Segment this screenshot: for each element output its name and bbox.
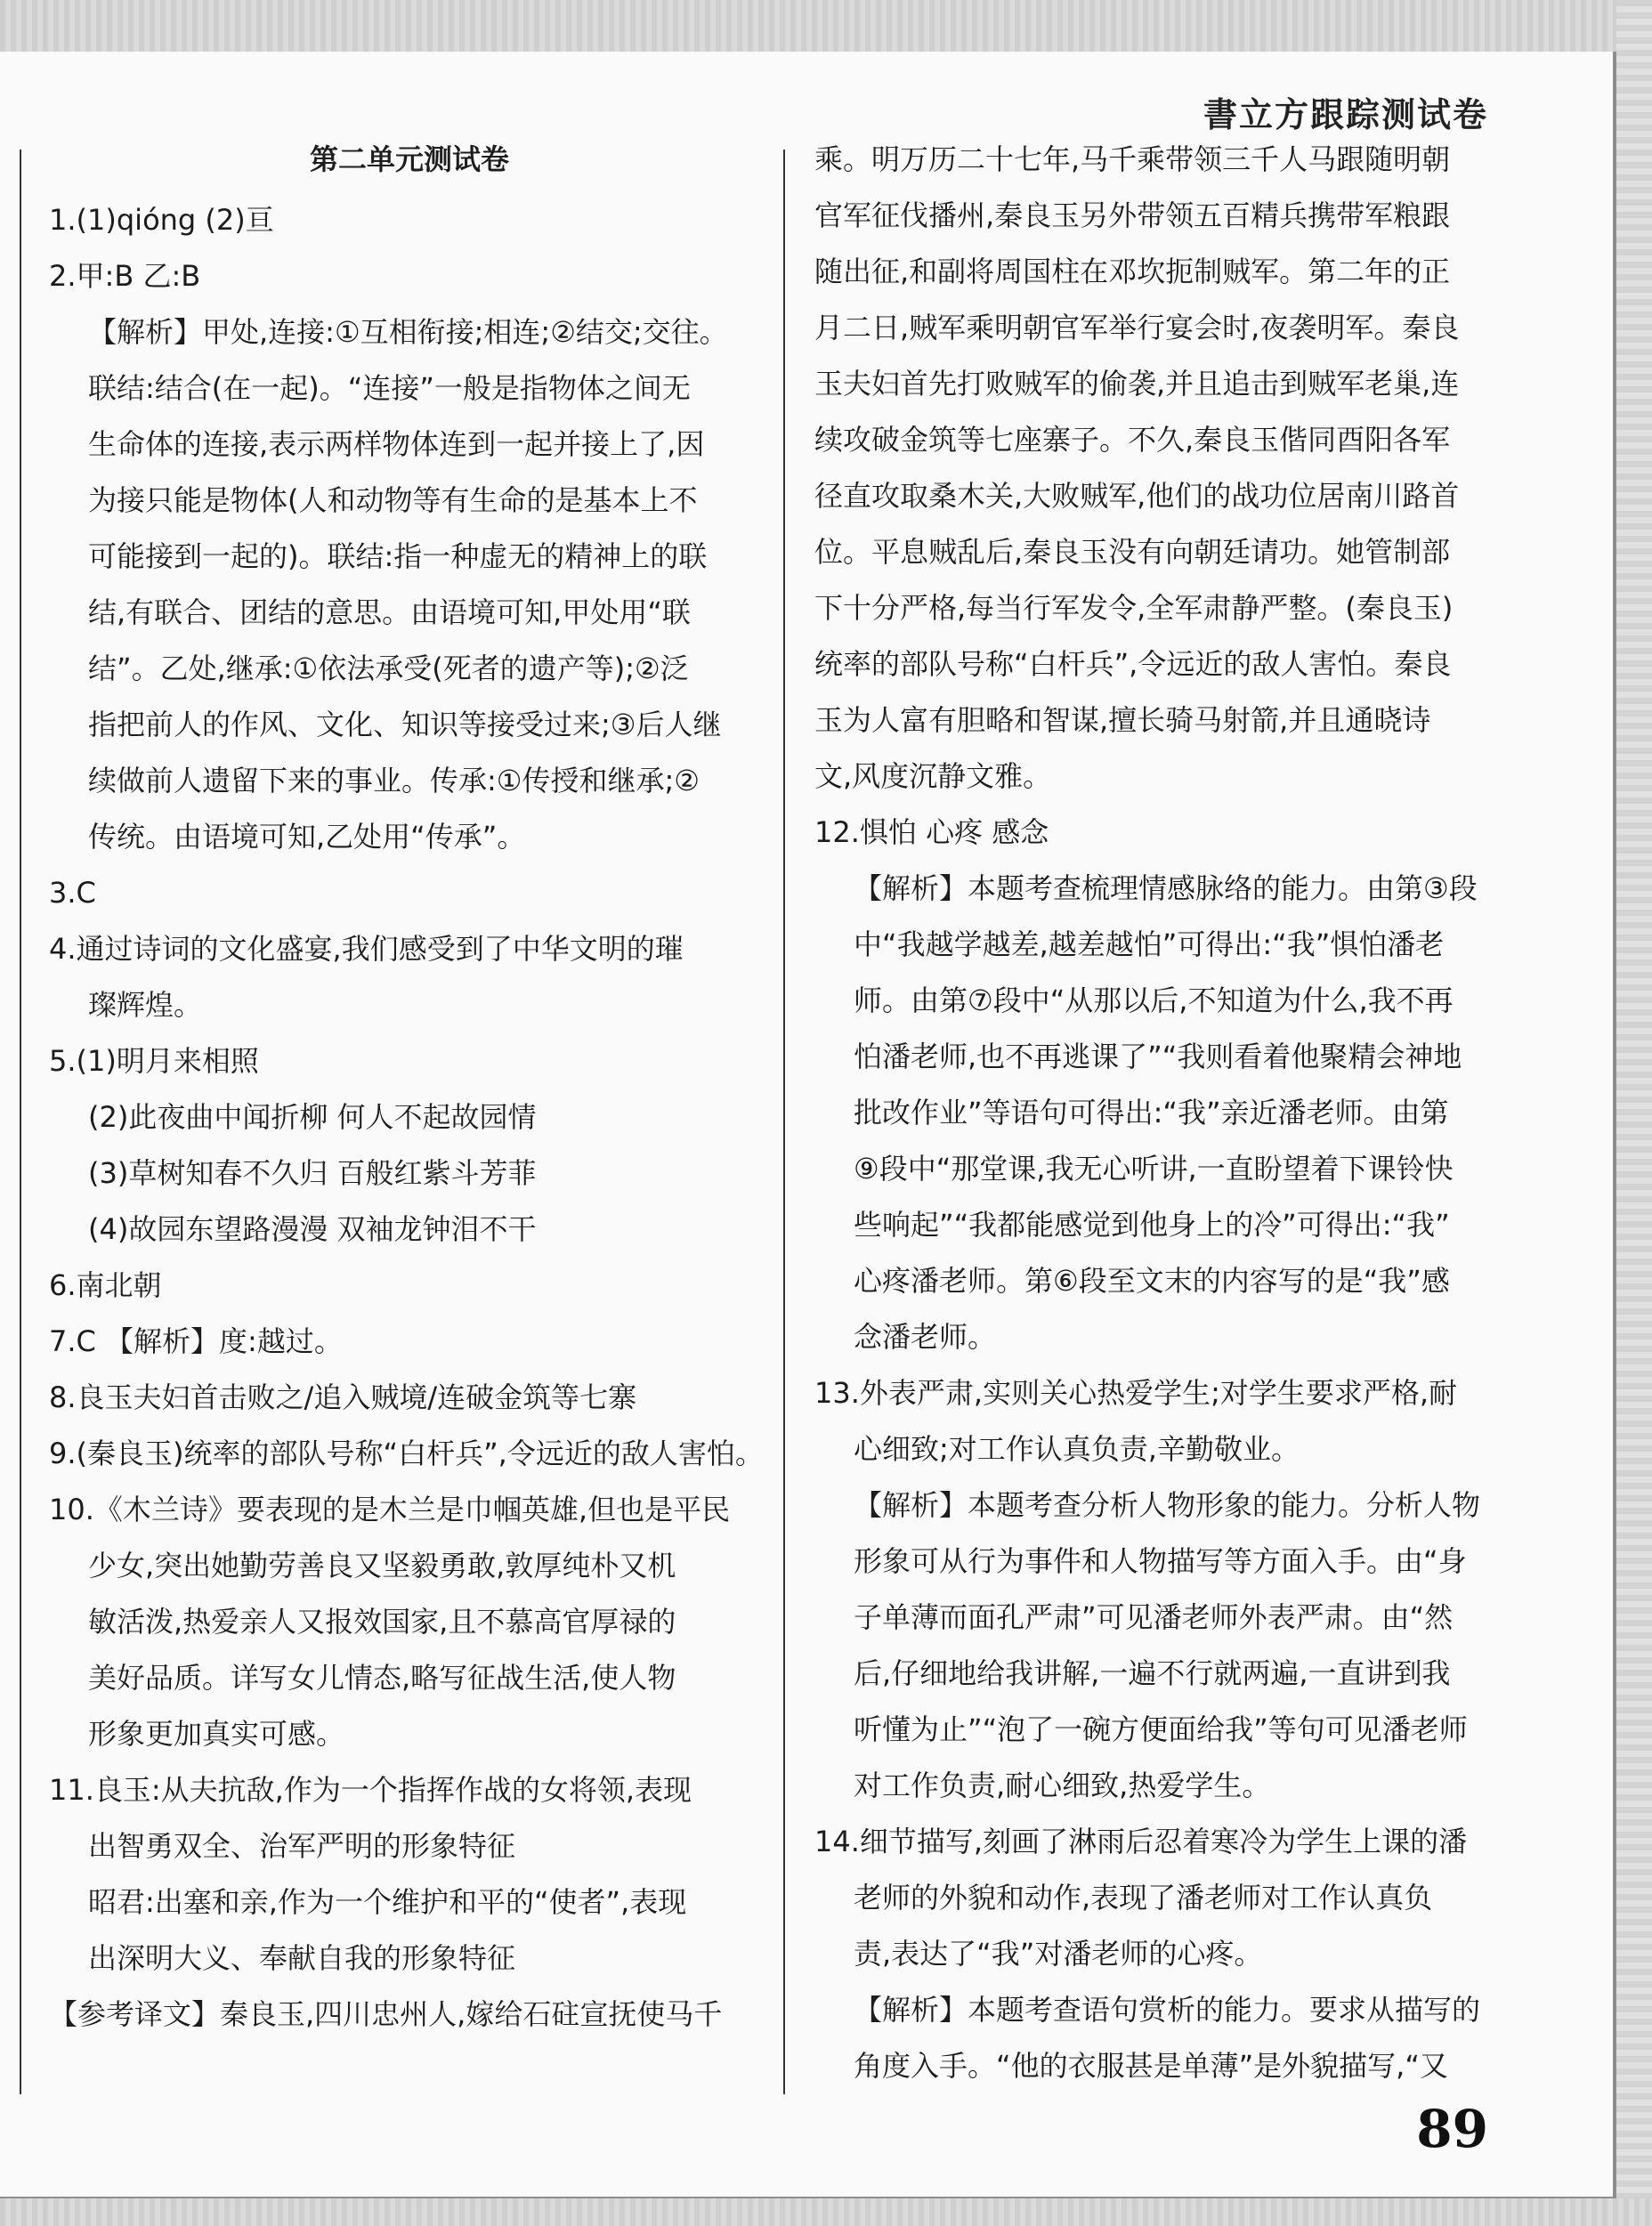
analysis-line: 听懂为止”“泡了一碗方便面给我”等句可见潘老师 (854, 1712, 1468, 1746)
answer-line: 10.《木兰诗》要表现的是木兰是巾帼英雄,但也是平民 (49, 1493, 731, 1526)
answer-line: 9.(秦良玉)统率的部队号称“白杆兵”,令远近的敌人害怕。 (49, 1437, 764, 1470)
answer-line: 敏活泼,热爱亲人又报效国家,且不慕高官厚禄的 (88, 1605, 676, 1639)
answer-line: 3.C (49, 876, 96, 910)
translation-line: 续攻破金筑等七座寨子。不久,秦良玉偕同酉阳各军 (814, 423, 1451, 457)
analysis-line: 批改作业”等语句可得出:“我”亲近潘老师。由第 (854, 1096, 1449, 1129)
analysis-line: 续做前人遗留下来的事业。传承:①传授和继承;② (88, 764, 700, 797)
answer-line: 老师的外貌和动作,表现了潘老师对工作认真负 (854, 1881, 1433, 1914)
analysis-line: 师。由第⑦段中“从那以后,不知道为什么,我不再 (854, 983, 1454, 1017)
page-number: 89 (1416, 2099, 1488, 2159)
analysis-line: 传统。由语境可知,乙处用“传承”。 (88, 820, 526, 854)
translation-line: 位。平息贼乱后,秦良玉没有向朝廷请功。她管制部 (814, 535, 1451, 569)
translation-line: 月二日,贼军乘明朝官军举行宴会时,夜袭明军。秦良 (814, 311, 1460, 344)
answer-line: 责,表达了“我”对潘老师的心疼。 (854, 1937, 1263, 1971)
answer-line: 5.(1)明月来相照 (49, 1044, 259, 1078)
answer-line: 出深明大义、奉献自我的形象特征 (88, 1941, 516, 1975)
answer-line: 1.(1)qióng (2)亘 (49, 203, 274, 237)
translation-line: 乘。明万历二十七年,马千乘带领三千人马跟随明朝 (814, 142, 1451, 176)
document-page (0, 52, 1613, 2197)
left-margin-rule (20, 150, 21, 2094)
scan-bottom-border (0, 2198, 1652, 2226)
analysis-line: 形象可从行为事件和人物描写等方面入手。由“身 (854, 1544, 1467, 1578)
answer-line: 心细致;对工作认真负责,辛勤敬业。 (854, 1432, 1300, 1466)
answer-line: 少女,突出她勤劳善良又坚毅勇敢,敦厚纯朴又机 (88, 1549, 676, 1582)
analysis-line: 念潘老师。 (854, 1320, 997, 1354)
analysis-line: 【解析】本题考查分析人物形象的能力。分析人物 (854, 1488, 1481, 1522)
translation-line: 统率的部队号称“白杆兵”,令远近的敌人害怕。秦良 (814, 647, 1452, 681)
series-title: 書立方跟踪测试卷 (1203, 95, 1488, 134)
translation-line: 【参考译文】秦良玉,四川忠州人,嫁给石砫宣抚使马千 (49, 1997, 723, 2031)
answer-line: 璨辉煌。 (88, 988, 203, 1022)
translation-line: 随出征,和副将周国柱在邓坎扼制贼军。第二年的正 (814, 255, 1451, 288)
analysis-line: 【解析】本题考查语句赏析的能力。要求从描写的 (854, 1993, 1481, 2027)
analysis-line: 些响起”“我都能感觉到他身上的冷”可得出:“我” (854, 1208, 1450, 1242)
answer-line: (3)草树知春不久归 百般红紫斗芳菲 (88, 1156, 537, 1190)
analysis-line: 【解析】本题考查梳理情感脉络的能力。由第③段 (854, 871, 1478, 905)
analysis-line: 中“我越学越差,越差越怕”可得出:“我”惧怕潘老 (854, 927, 1445, 961)
translation-line: 官军征伐播州,秦良玉另外带领五百精兵携带军粮跟 (814, 198, 1451, 232)
answer-line: 美好品质。详写女儿情态,略写征战生活,使人物 (88, 1661, 676, 1695)
section-title: 第二单元测试卷 (309, 142, 509, 176)
scan-right-border (1616, 0, 1652, 2226)
analysis-line: ⑨段中“那堂课,我无心听讲,一直盼望着下课铃快 (854, 1152, 1454, 1186)
answer-line: 14.细节描写,刻画了淋雨后忍着寒冷为学生上课的潘 (814, 1825, 1468, 1858)
answer-line: 11.良玉:从夫抗敌,作为一个指挥作战的女将领,表现 (49, 1773, 692, 1807)
right-column (814, 132, 1526, 2094)
scan-top-border (0, 0, 1652, 52)
analysis-line: 心疼潘老师。第⑥段至文末的内容写的是“我”感 (854, 1264, 1450, 1298)
analysis-line: 结”。乙处,继承:①依法承受(死者的遗产等);②泛 (88, 652, 689, 685)
answer-line: 12.惧怕 心疼 感念 (814, 815, 1049, 849)
translation-line: 文,风度沉静文雅。 (814, 759, 1052, 793)
translation-line: 玉夫妇首先打败贼军的偷袭,并且追击到贼军老巢,连 (814, 367, 1460, 401)
analysis-line: 怕潘老师,也不再逃课了”“我则看着他聚精会神地 (854, 1040, 1462, 1073)
analysis-line: 指把前人的作风、文化、知识等接受过来;③后人继 (88, 708, 722, 741)
analysis-line: 为接只能是物体(人和动物等有生命的是基本上不 (88, 483, 698, 517)
analysis-line: 可能接到一起的)。联结:指一种虚无的精神上的联 (88, 539, 708, 573)
analysis-line: 【解析】甲处,连接:①互相衔接;相连;②结交;交往。 (88, 315, 728, 349)
column-divider (783, 150, 785, 2094)
analysis-line: 子单薄而面孔严肃”可见潘老师外表严肃。由“然 (854, 1600, 1454, 1634)
analysis-line: 对工作负责,耐心细致,热爱学生。 (854, 1769, 1271, 1802)
translation-line: 下十分严格,每当行军发令,全军肃静严整。(秦良玉) (814, 591, 1454, 625)
answer-line: 8.良玉夫妇首击败之/追入贼境/连破金筑等七寨 (49, 1380, 637, 1414)
answer-line: 6.南北朝 (49, 1268, 162, 1302)
translation-line: 玉为人富有胆略和智谋,擅长骑马射箭,并且通晓诗 (814, 703, 1431, 737)
answer-line: 形象更加真实可感。 (88, 1717, 345, 1751)
analysis-line: 联结:结合(在一起)。“连接”一般是指物体之间无 (88, 371, 691, 405)
answer-line: 2.甲:B 乙:B (49, 259, 201, 293)
translation-line: 径直攻取桑木关,大败贼军,他们的战功位居南川路首 (814, 479, 1460, 513)
answer-line: (2)此夜曲中闻折柳 何人不起故园情 (88, 1100, 537, 1134)
answer-line: 出智勇双全、治军严明的形象特征 (88, 1829, 516, 1863)
analysis-line: 结,有联合、团结的意思。由语境可知,甲处用“联 (88, 595, 691, 629)
answer-line: 7.C 【解析】度:越过。 (49, 1324, 343, 1358)
analysis-line: 生命体的连接,表示两样物体连到一起并接上了,因 (88, 427, 705, 461)
answer-line: 昭君:出塞和亲,作为一个维护和平的“使者”,表现 (88, 1885, 687, 1919)
analysis-line: 后,仔细地给我讲解,一遍不行就两遍,一直讲到我 (854, 1656, 1451, 1690)
answer-line: (4)故园东望路漫漫 双袖龙钟泪不干 (88, 1212, 537, 1246)
analysis-line: 角度入手。“他的衣服甚是单薄”是外貌描写,“又 (854, 2049, 1448, 2083)
answer-line: 4.通过诗词的文化盛宴,我们感受到了中华文明的璀 (49, 932, 684, 966)
left-column (49, 132, 770, 2043)
answer-line: 13.外表严肃,实则关心热爱学生;对学生要求严格,耐 (814, 1376, 1458, 1410)
